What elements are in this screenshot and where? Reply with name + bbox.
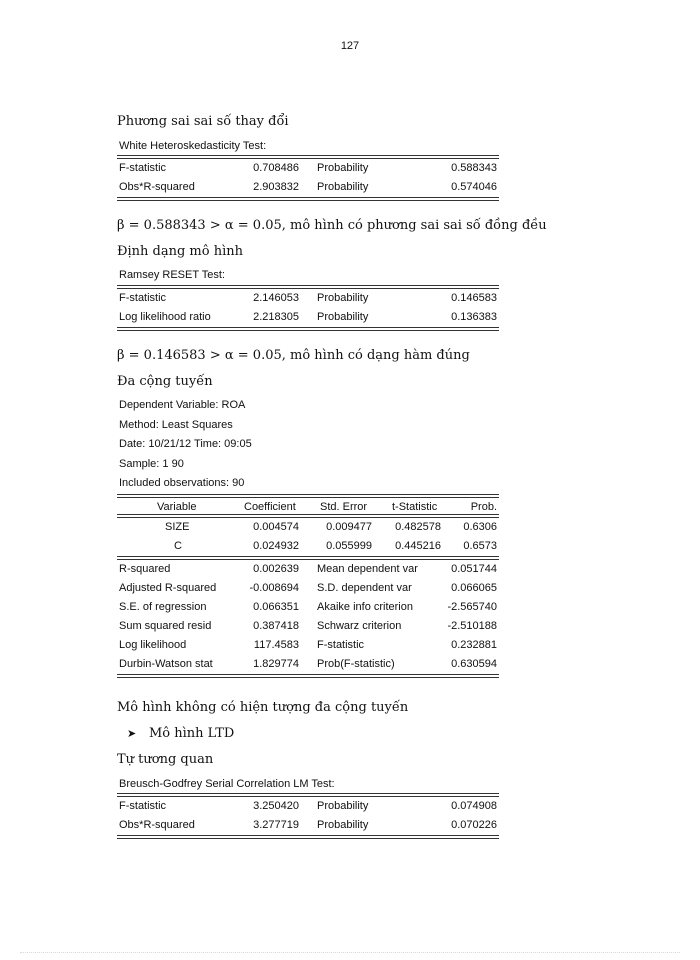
multicollinearity-conclusion: Mô hình không có hiện tượng đa cộng tuyến	[117, 700, 409, 715]
table-row: Obs*R-squared 2.903832 Probability 0.574046	[119, 181, 497, 193]
table-row: Durbin-Watson stat 1.829774 Prob(F-statistic) 0.630594	[119, 658, 497, 670]
info-method: Method: Least Squares	[119, 419, 233, 431]
ltd-bullet: ➤ Mô hình LTD	[127, 726, 235, 741]
info-observations: Included observations: 90	[119, 477, 245, 489]
specification-conclusion: β = 0.146583 > α = 0.05, mô hình có dạng hàm đúng	[117, 348, 470, 363]
table-row: Log likelihood ratio 2.218305 Probability 0.136383	[119, 311, 497, 323]
table-row: SIZE 0.004574 0.009477 0.482578 0.6306	[165, 521, 497, 533]
info-dependent: Dependent Variable: ROA	[119, 399, 246, 411]
page-number: 127	[340, 40, 360, 52]
specification-heading: Định dạng mô hình	[117, 244, 243, 259]
table-row: Sum squared resid 0.387418 Schwarz criterion -2.510188	[119, 620, 497, 632]
white-test-title: White Heteroskedasticity Test:	[119, 140, 267, 152]
heteroskedasticity-conclusion: β = 0.588343 > α = 0.05, mô hình có phương sai sai số đồng đều	[117, 218, 547, 233]
table-row: R-squared 0.002639 Mean dependent var 0.051744	[119, 563, 497, 575]
table-header: Variable Coefficient Std. Error t-Statistic Prob.	[157, 501, 497, 513]
info-sample: Sample: 1 90	[119, 458, 184, 470]
page-bottom-border	[20, 952, 680, 953]
autocorrelation-heading: Tự tương quan	[117, 752, 214, 767]
table-row: Log likelihood 117.4583 F-statistic 0.232881	[119, 639, 497, 651]
heteroskedasticity-heading: Phương sai sai số thay đổi	[117, 114, 289, 129]
multicollinearity-heading: Đa cộng tuyến	[117, 374, 213, 389]
table-row: Adjusted R-squared -0.008694 S.D. dependent var 0.066065	[119, 582, 497, 594]
table-row: F-statistic 3.250420 Probability 0.074908	[119, 800, 497, 812]
table-row: S.E. of regression 0.066351 Akaike info criterion -2.565740	[119, 601, 497, 613]
breusch-godfrey-table	[117, 793, 499, 839]
regression-table	[117, 494, 499, 678]
table-row: C 0.024932 0.055999 0.445216 0.6573	[174, 540, 497, 552]
arrow-bullet-icon: ➤	[127, 727, 137, 740]
ramsey-test-table	[117, 285, 499, 331]
table-row: F-statistic 0.708486 Probability 0.588343	[119, 162, 497, 174]
white-test-table	[117, 155, 499, 201]
table-row: F-statistic 2.146053 Probability 0.146583	[119, 292, 497, 304]
breusch-godfrey-title: Breusch-Godfrey Serial Correlation LM Test:	[119, 778, 335, 790]
table-row: Obs*R-squared 3.277719 Probability 0.070226	[119, 819, 497, 831]
ramsey-test-title: Ramsey RESET Test:	[119, 269, 225, 281]
info-date: Date: 10/21/12 Time: 09:05	[119, 438, 252, 450]
